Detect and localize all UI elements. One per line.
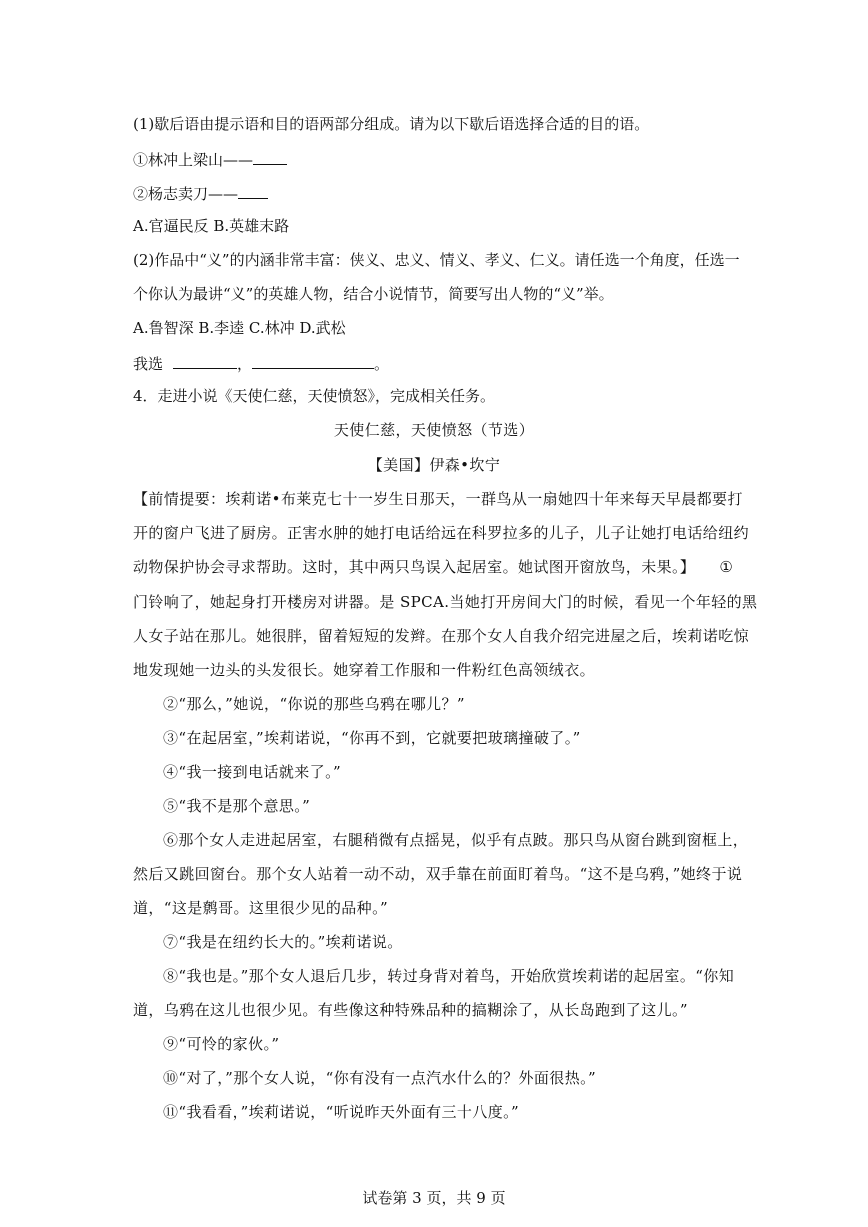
q3-item1 xyxy=(133,148,287,170)
q3-item2 xyxy=(133,182,268,204)
story-line: 门铃响了，她起身打开楼房对讲器。是 SPCA.当她打开房间大门的时候，看见一个年轻的黑 xyxy=(133,593,758,611)
story-paragraph: ④“我一接到电话就来了。” xyxy=(163,763,342,781)
q3-options2: A.鲁智深 B.李逵 C.林冲 D.武松 xyxy=(133,319,346,337)
story-paragraph: ⑨“可怜的家伙。” xyxy=(163,1035,280,1053)
page-footer: 试卷第 3 页，共 9 页 xyxy=(362,1189,506,1207)
story-paragraph: ⑦“我是在纽约长大的。”埃莉诺说。 xyxy=(163,933,403,951)
story-title: 天使仁慈，天使愤怒（节选） xyxy=(333,421,535,439)
q3-choose-line: 我选 ， 。 xyxy=(133,352,389,374)
q3-part1-intro: (1)歇后语由提示语和目的语两部分组成。请为以下歇后语选择合适的目的语。 xyxy=(133,115,650,133)
q3-part2-line2: 个你认为最讲“义”的英雄人物，结合小说情节，简要写出人物的“义”举。 xyxy=(133,285,614,303)
q3-options1: A.官逼民反 B.英雄末路 xyxy=(133,217,290,235)
story-line: 地发现她一边头的头发很长。她穿着工作服和一件粉红色高领绒衣。 xyxy=(133,661,596,679)
story-paragraph: ⑪“我看看，”埃莉诺说，“听说昨天外面有三十八度。” xyxy=(163,1103,520,1121)
q3-item2-text: ②杨志卖刀—— xyxy=(133,185,239,203)
story-paragraph: 然后又跳回窗台。那个女人站着一动不动，双手靠在前面盯着鸟。“这不是乌鸦，”她终于说 xyxy=(133,865,743,883)
story-line-text: 动物保护协会寻求帮助。这时，其中两只鸟误入起居室。她试图开窗放鸟，未果。】 xyxy=(133,558,696,576)
choose-end: 。 xyxy=(374,355,390,373)
story-paragraph: ②“那么，”她说，“你说的那些乌鸦在哪儿？” xyxy=(163,695,465,713)
choose-label: 我选 xyxy=(133,355,164,373)
story-paragraph: 道，乌鸦在这儿也很少见。有些像这种特殊品种的搞糊涂了，从长岛跑到了这儿。” xyxy=(133,1001,688,1019)
paragraph-marker: ① xyxy=(719,558,734,576)
story-paragraph: ⑥那个女人走进起居室，右腿稍微有点摇晃，似乎有点跛。那只鸟从窗台跳到窗框上， xyxy=(163,831,749,849)
choose-blank-1[interactable] xyxy=(173,352,237,369)
story-line xyxy=(133,557,733,577)
q3-part2-line1: (2)作品中“义”的内涵非常丰富：侠义、忠义、情义、孝义、仁义。请任选一个角度，任选一 xyxy=(133,251,740,269)
story-line: 开的窗户飞进了厨房。正害水肿的她打电话给远在科罗拉多的儿子，儿子让她打电话给纽约 xyxy=(133,524,750,542)
story-paragraph: 道，“这是鹩哥。这里很少见的品种。” xyxy=(133,899,389,917)
story-author: 【美国】伊森•坎宁 xyxy=(367,456,501,474)
story-paragraph: ⑤“我不是那个意思。” xyxy=(163,797,311,815)
story-paragraph: ③“在起居室，”埃莉诺说，“你再不到，它就要把玻璃撞破了。” xyxy=(163,729,581,747)
story-line: 人女子站在那儿。她很胖，留着短短的发辫。在那个女人自我介绍完进屋之后，埃莉诺吃惊 xyxy=(133,627,750,645)
q3-item1-blank[interactable] xyxy=(253,148,287,165)
story-line: 【前情提要：埃莉诺•布莱克七十一岁生日那天，一群鸟从一扇她四十年来每天早晨都要打 xyxy=(133,490,743,508)
q3-item2-blank[interactable] xyxy=(238,182,268,199)
story-paragraph: ⑩“对了，”那个女人说，“你有没有一点汽水什么的？外面很热。” xyxy=(163,1069,597,1087)
q3-item1-text: ①林冲上梁山—— xyxy=(133,151,254,169)
q4-heading: 4．走进小说《天使仁慈，天使愤怒》，完成相关任务。 xyxy=(133,387,496,405)
story-paragraph: ⑧“我也是。”那个女人退后几步，转过身背对着鸟，开始欣赏埃莉诺的起居室。“你知 xyxy=(163,967,735,985)
choose-blank-2[interactable] xyxy=(252,352,374,369)
